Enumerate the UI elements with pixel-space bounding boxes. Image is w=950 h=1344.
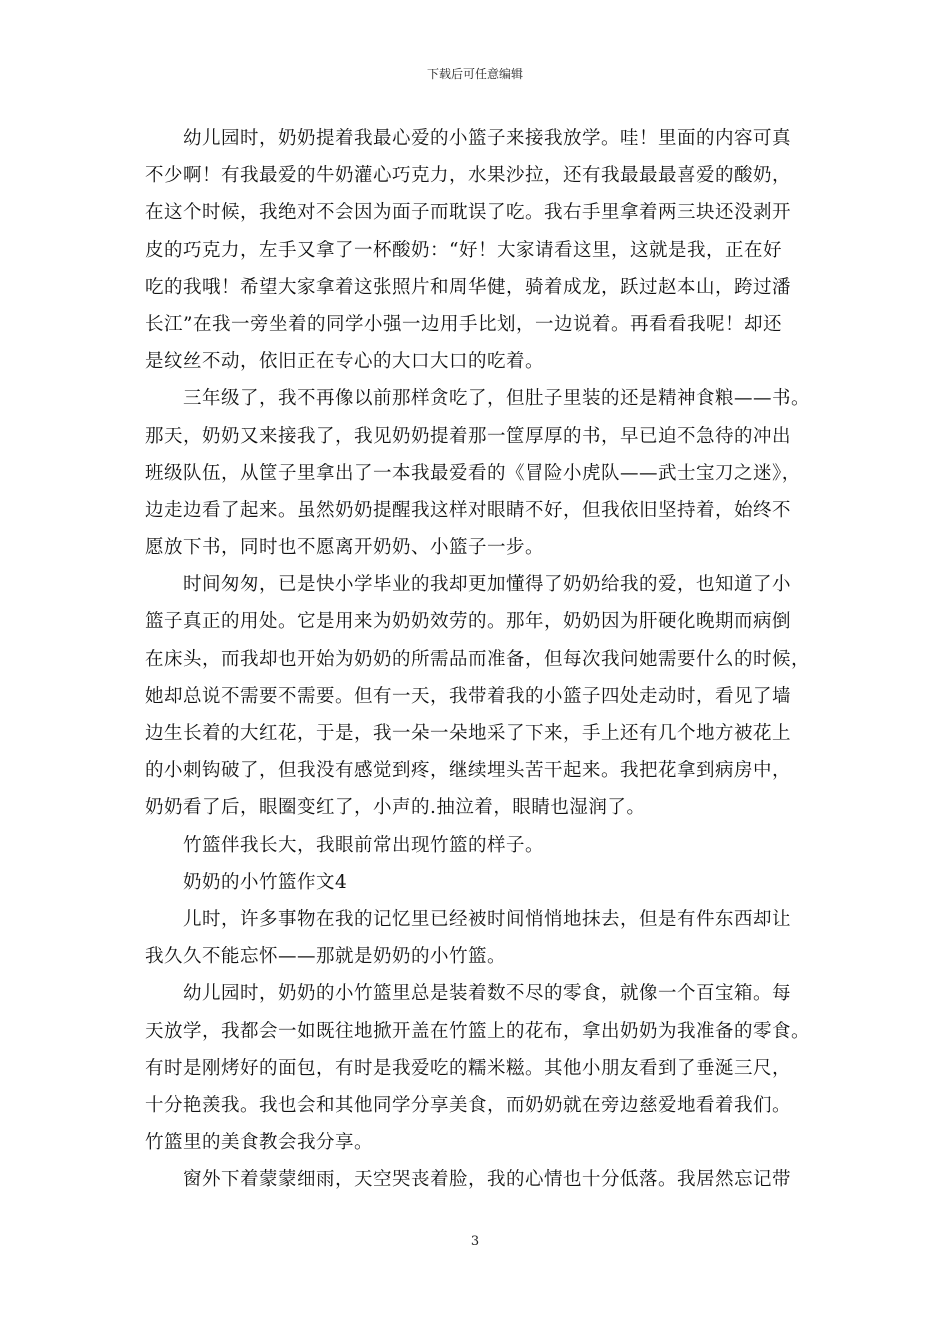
- text-line: 班级队伍，从筐子里拿出了一本我最爱看的《冒险小虎队——武士宝刀之迷》，: [145, 462, 801, 484]
- text-line: 吃的我哦！希望大家拿着这张照片和周华健，骑着成龙，跃过赵本山，跨过潘: [145, 276, 792, 298]
- text-line: 的小刺钩破了，但我没有感觉到疼，继续埋头苦干起来。我把花拿到病房中，: [145, 760, 792, 782]
- text-line: 时间匆匆，已是快小学毕业的我却更加懂得了奶奶给我的爱，也知道了小: [183, 574, 792, 596]
- text-line: 十分艳羡我。我也会和其他同学分享美食，而奶奶就在旁边慈爱地看着我们。: [145, 1094, 792, 1116]
- text-line: 儿时，许多事物在我的记忆里已经被时间悄悄地抹去，但是有件东西却让: [183, 908, 792, 930]
- text-line: 篮子真正的用处。它是用来为奶奶效劳的。那年，奶奶因为肝硬化晚期而病倒: [145, 611, 792, 633]
- text-line: 有时是刚烤好的面包，有时是我爱吃的糯米糍。其他小朋友看到了垂涎三尺，: [145, 1057, 792, 1079]
- text-line: 幼儿园时，奶奶提着我最心爱的小篮子来接我放学。哇！里面的内容可真: [183, 128, 792, 149]
- text-line: 皮的巧克力，左手又拿了一杯酸奶：“好！大家请看这里，这就是我，正在好: [145, 239, 782, 261]
- text-line: 窗外下着蒙蒙细雨，天空哭丧着脸，我的心情也十分低落。我居然忘记带: [183, 1169, 792, 1191]
- text-line: 我久久不能忘怀——那就是奶奶的小竹篮。: [145, 946, 507, 968]
- page-header: 下载后可任意编辑: [426, 67, 523, 81]
- text-line: 竹篮伴我长大，我眼前常出现竹篮的样子。: [183, 834, 545, 856]
- text-line: 在床头，而我却也开始为奶奶的所需品而准备，但每次我问她需要什么的时候，: [145, 648, 811, 670]
- text-line: 不少啊！有我最爱的牛奶灌心巧克力，水果沙拉，还有我最最最喜爱的酸奶，: [145, 165, 792, 187]
- text-line: 她却总说不需要不需要。但有一天，我带着我的小篮子四处走动时，看见了墙: [145, 685, 792, 707]
- text-line: 在这个时候，我绝对不会因为面子而耽误了吃。我右手里拿着两三块还没剥开: [145, 202, 792, 224]
- document-body: [145, 120, 815, 1198]
- text-line: 愿放下书，同时也不愿离开奶奶、小篮子一步。: [145, 537, 545, 559]
- text-line: 三年级了，我不再像以前那样贪吃了，但肚子里装的还是精神食粮——书。: [183, 388, 811, 410]
- text-line: 天放学，我都会一如既往地掀开盖在竹篮上的花布，拿出奶奶为我准备的零食。: [145, 1020, 811, 1042]
- text-line: 幼儿园时，奶奶的小竹篮里总是装着数不尽的零食，就像一个百宝箱。每: [183, 983, 792, 1005]
- text-line: 边生长着的大红花，于是，我一朵一朵地采了下来，手上还有几个地方被花上: [145, 723, 792, 744]
- text-line: 边走边看了起来。虽然奶奶提醒我这样对眼睛不好，但我依旧坚持着，始终不: [145, 499, 792, 521]
- text-line: 是纹丝不动，依旧正在专心的大口大口的吃着。: [145, 351, 545, 373]
- text-line: 奶奶的小竹篮作文4: [183, 871, 348, 893]
- text-line: 奶奶看了后，眼圈变红了，小声的.抽泣着，眼睛也湿润了。: [145, 797, 646, 819]
- page-number: 3: [470, 1234, 480, 1249]
- text-line: 那天，奶奶又来接我了，我见奶奶提着那一筐厚厚的书，早已迫不急待的冲出: [145, 425, 792, 447]
- text-line: 竹篮里的美食教会我分享。: [145, 1132, 374, 1154]
- text-line: 长江”在我一旁坐着的同学小强一边用手比划，一边说着。再看看我呢！却还: [145, 313, 782, 335]
